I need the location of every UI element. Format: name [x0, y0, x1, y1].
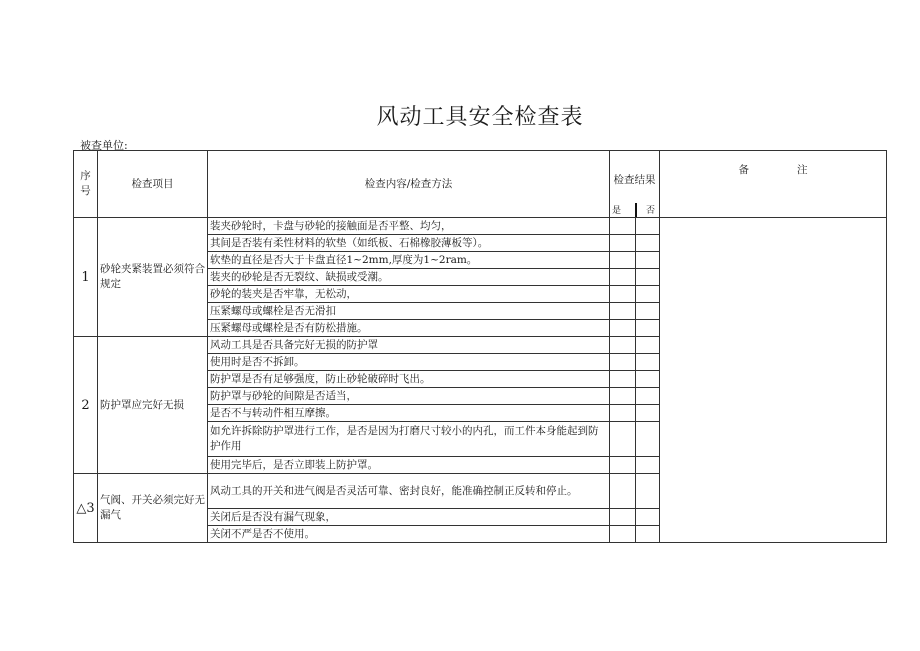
- result-no-cell[interactable]: [636, 388, 660, 405]
- header-remark-2: 注: [797, 164, 808, 176]
- result-yes-cell[interactable]: [610, 422, 636, 457]
- result-no-cell[interactable]: [636, 457, 660, 474]
- check-content: 压紧螺母或螺栓是否有防松措施。: [208, 320, 610, 337]
- header-result-no: 否: [645, 206, 655, 216]
- check-content: 关闭后是否没有漏气现象，: [208, 509, 610, 526]
- result-no-cell[interactable]: [636, 509, 660, 526]
- result-no-cell[interactable]: [636, 337, 660, 354]
- check-content: 如允许拆除防护罩进行工作，是否是因为打磨尺寸较小的内孔，而工件本身能起到防护作用: [208, 422, 610, 457]
- result-yes-cell[interactable]: [610, 371, 636, 388]
- inspected-unit-label: 被查单位:: [80, 139, 128, 152]
- page-title: 风动工具安全检查表: [376, 105, 584, 130]
- check-content: 装夹的砂轮是否无裂纹、缺损或受潮。: [208, 269, 610, 286]
- group-project: 气阀、开关必须完好无漏气: [98, 474, 208, 543]
- result-no-cell[interactable]: [636, 286, 660, 303]
- group-project: 防护罩应完好无损: [98, 337, 208, 474]
- result-yes-cell[interactable]: [610, 269, 636, 286]
- check-content: 风动工具的开关和进气阀是否灵活可靠、密封良好，能准确控制正反转和停止。: [208, 474, 610, 509]
- header-project: 检查项目: [98, 151, 208, 218]
- result-no-cell[interactable]: [636, 354, 660, 371]
- remark-cell[interactable]: [660, 218, 887, 543]
- result-no-cell[interactable]: [636, 371, 660, 388]
- check-content: 关闭不严是否不使用。: [208, 526, 610, 543]
- result-divider: [635, 203, 637, 217]
- header-result-label: 检查结果: [613, 174, 656, 186]
- check-content: 压紧螺母或螺栓是否无滑扣: [208, 303, 610, 320]
- inspection-table: [73, 150, 887, 543]
- check-content: 防护罩是否有足够强度，防止砂轮破碎时飞出。: [208, 371, 610, 388]
- check-content: 使用完毕后，是否立即装上防护罩。: [208, 457, 610, 474]
- table-row: [74, 218, 887, 235]
- result-no-cell[interactable]: [636, 526, 660, 543]
- result-no-cell[interactable]: [636, 235, 660, 252]
- header-content: 检查内容/检查方法: [208, 151, 610, 218]
- result-yes-cell[interactable]: [610, 252, 636, 269]
- result-yes-cell[interactable]: [610, 218, 636, 235]
- result-yes-cell[interactable]: [610, 286, 636, 303]
- result-yes-cell[interactable]: [610, 337, 636, 354]
- result-yes-cell[interactable]: [610, 405, 636, 422]
- result-no-cell[interactable]: [636, 218, 660, 235]
- check-content: 其间是否装有柔性材料的软垫（如纸板、石棉橡胶薄板等）。: [208, 235, 610, 252]
- header-seq: 序号: [74, 151, 98, 218]
- result-no-cell[interactable]: [636, 422, 660, 457]
- header-result-yes: 是: [612, 206, 622, 216]
- result-no-cell[interactable]: [636, 405, 660, 422]
- result-no-cell[interactable]: [636, 320, 660, 337]
- result-yes-cell[interactable]: [610, 457, 636, 474]
- result-yes-cell[interactable]: [610, 509, 636, 526]
- check-content: 使用时是否不拆卸。: [208, 354, 610, 371]
- result-yes-cell[interactable]: [610, 388, 636, 405]
- check-content: 防护罩与砂轮的间隙是否适当，: [208, 388, 610, 405]
- header-result: [610, 151, 660, 218]
- check-content: 软垫的直径是否大于卡盘直径1~2mm,厚度为1~2ram。: [208, 252, 610, 269]
- result-no-cell[interactable]: [636, 252, 660, 269]
- header-row: [74, 151, 887, 218]
- result-no-cell[interactable]: [636, 303, 660, 320]
- group-number: 2: [74, 337, 98, 474]
- header-remark-1: 备: [738, 164, 749, 176]
- group-number: 1: [74, 218, 98, 337]
- result-yes-cell[interactable]: [610, 354, 636, 371]
- check-content: 装夹砂轮时，卡盘与砂轮的接触面是否平整、均匀，: [208, 218, 610, 235]
- group-number: △3: [74, 474, 98, 543]
- result-yes-cell[interactable]: [610, 235, 636, 252]
- check-content: 砂轮的装夹是否牢靠，无松动，: [208, 286, 610, 303]
- result-yes-cell[interactable]: [610, 526, 636, 543]
- header-remark: [660, 151, 887, 218]
- result-no-cell[interactable]: [636, 269, 660, 286]
- result-yes-cell[interactable]: [610, 474, 636, 509]
- check-content: 是否不与转动件相互摩擦。: [208, 405, 610, 422]
- result-no-cell[interactable]: [636, 474, 660, 509]
- check-content: 风动工具是否具备完好无损的防护罩: [208, 337, 610, 354]
- result-yes-cell[interactable]: [610, 320, 636, 337]
- result-yes-cell[interactable]: [610, 303, 636, 320]
- group-project: 砂轮夹紧装置必须符合规定: [98, 218, 208, 337]
